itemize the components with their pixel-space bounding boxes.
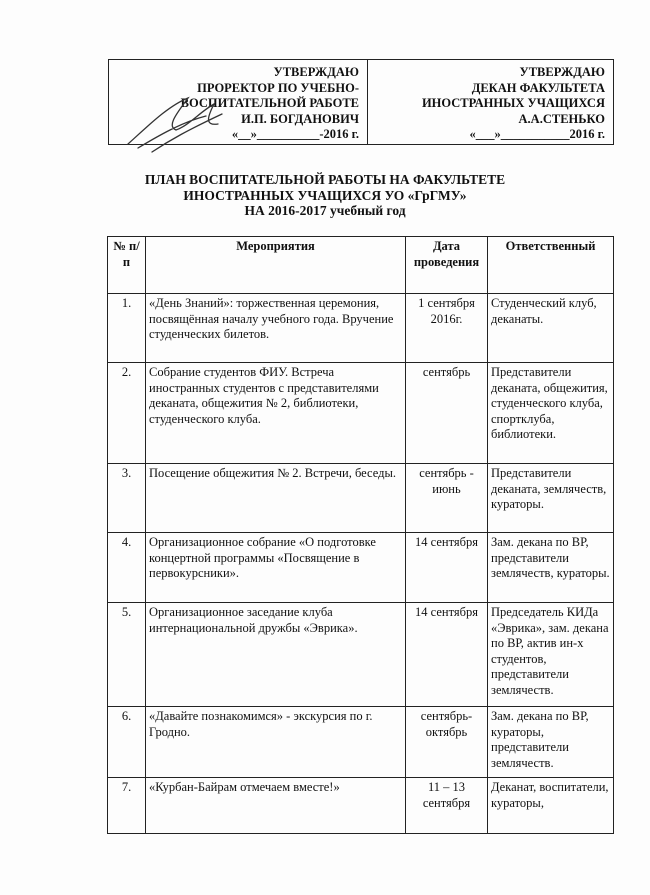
approval-line: ВОСПИТАТЕЛЬНОЙ РАБОТЕ — [180, 96, 359, 110]
row-num: 3. — [108, 464, 146, 533]
row-responsible: Зам. декана по ВР, кураторы, представители землячеств. — [488, 707, 614, 778]
header-num: № п/п — [108, 237, 146, 294]
header-date: Дата проведения — [406, 237, 488, 294]
row-event: «Курбан-Байрам отмечаем вместе!» — [146, 778, 406, 834]
approval-line: ДЕКАН ФАКУЛЬТЕТА — [471, 80, 605, 95]
row-date: сентябрь-октябрь — [406, 707, 488, 778]
table-row — [108, 603, 614, 707]
row-date: 14 сентября — [406, 603, 488, 707]
handwritten-signature — [118, 86, 238, 156]
row-date: 1 сентября 2016г. — [406, 294, 488, 363]
events-table — [107, 236, 614, 834]
row-event: «День Знаний»: торжественная церемония, посвящённая началу учебного года. Вручение студенческих билетов. — [146, 294, 406, 363]
row-event: Собрание студентов ФИУ. Встреча иностранных студентов с представителями деканата, общежития № 2, библиотеки, студенческого клуба. — [146, 363, 406, 464]
row-date: 14 сентября — [406, 533, 488, 603]
title-line-3: НА 2016-2017 учебный год — [244, 203, 406, 218]
table-row — [108, 363, 614, 464]
table-row — [108, 707, 614, 778]
row-num: 2. — [108, 363, 146, 464]
row-date: 11 – 13 сентября — [406, 778, 488, 834]
row-event: Организационное собрание «О подготовке концертной программы «Посвящение в первокурсники». — [146, 533, 406, 603]
row-responsible: Представители деканата, общежития, студенческого клуба, спортклуба, библиотеки. — [488, 363, 614, 464]
approval-line: УТВЕРЖДАЮ — [273, 65, 359, 79]
row-responsible: Деканат, воспитатели, кураторы, — [488, 778, 614, 834]
row-responsible: Зам. декана по ВР, представители землячеств, кураторы. — [488, 533, 614, 603]
approval-line: «__»__________-2016 г. — [231, 127, 359, 141]
row-event: Организационное заседание клуба интернациональной дружбы «Эврика». — [146, 603, 406, 707]
row-num: 4. — [108, 533, 146, 603]
approval-line: И.П. БОГДАНОВИЧ — [241, 111, 359, 126]
table-row — [108, 533, 614, 603]
row-responsible: Представители деканата, землячеств, кураторы. — [488, 464, 614, 533]
approval-line: ПРОРЕКТОР ПО УЧЕБНО- — [197, 80, 359, 95]
document-title — [0, 172, 650, 219]
approval-line: «___»___________2016 г. — [469, 127, 605, 141]
approval-line: УТВЕРЖДАЮ — [519, 65, 605, 79]
table-row — [108, 464, 614, 533]
approval-line: А.А.СТЕНЬКО — [518, 111, 605, 126]
title-line-1: ПЛАН ВОСПИТАТЕЛЬНОЙ РАБОТЫ НА ФАКУЛЬТЕТЕ — [144, 172, 506, 187]
table-row — [108, 294, 614, 363]
row-num: 1. — [108, 294, 146, 363]
title-line-2: ИНОСТРАННЫХ УЧАЩИХСЯ УО «ГрГМУ» — [183, 187, 467, 203]
row-date: сентябрь — [406, 363, 488, 464]
row-num: 5. — [108, 603, 146, 707]
row-event: «Давайте познакомимся» - экскурсия по г. Гродно. — [146, 707, 406, 778]
row-date: сентябрь - июнь — [406, 464, 488, 533]
header-event: Мероприятия — [146, 237, 406, 294]
table-row — [108, 778, 614, 834]
row-responsible: Студенческий клуб, деканаты. — [488, 294, 614, 363]
row-num: 7. — [108, 778, 146, 834]
table-header-row — [108, 237, 614, 294]
approval-dean — [368, 60, 613, 144]
approval-line: ИНОСТРАННЫХ УЧАЩИХСЯ — [421, 96, 605, 110]
header-responsible: Ответственный — [488, 237, 614, 294]
row-responsible: Председатель КИДа «Эврика», зам. декана по ВР, актив ин-х студентов, представители землячеств. — [488, 603, 614, 707]
row-event: Посещение общежития № 2. Встречи, беседы. — [146, 464, 406, 533]
row-num: 6. — [108, 707, 146, 778]
